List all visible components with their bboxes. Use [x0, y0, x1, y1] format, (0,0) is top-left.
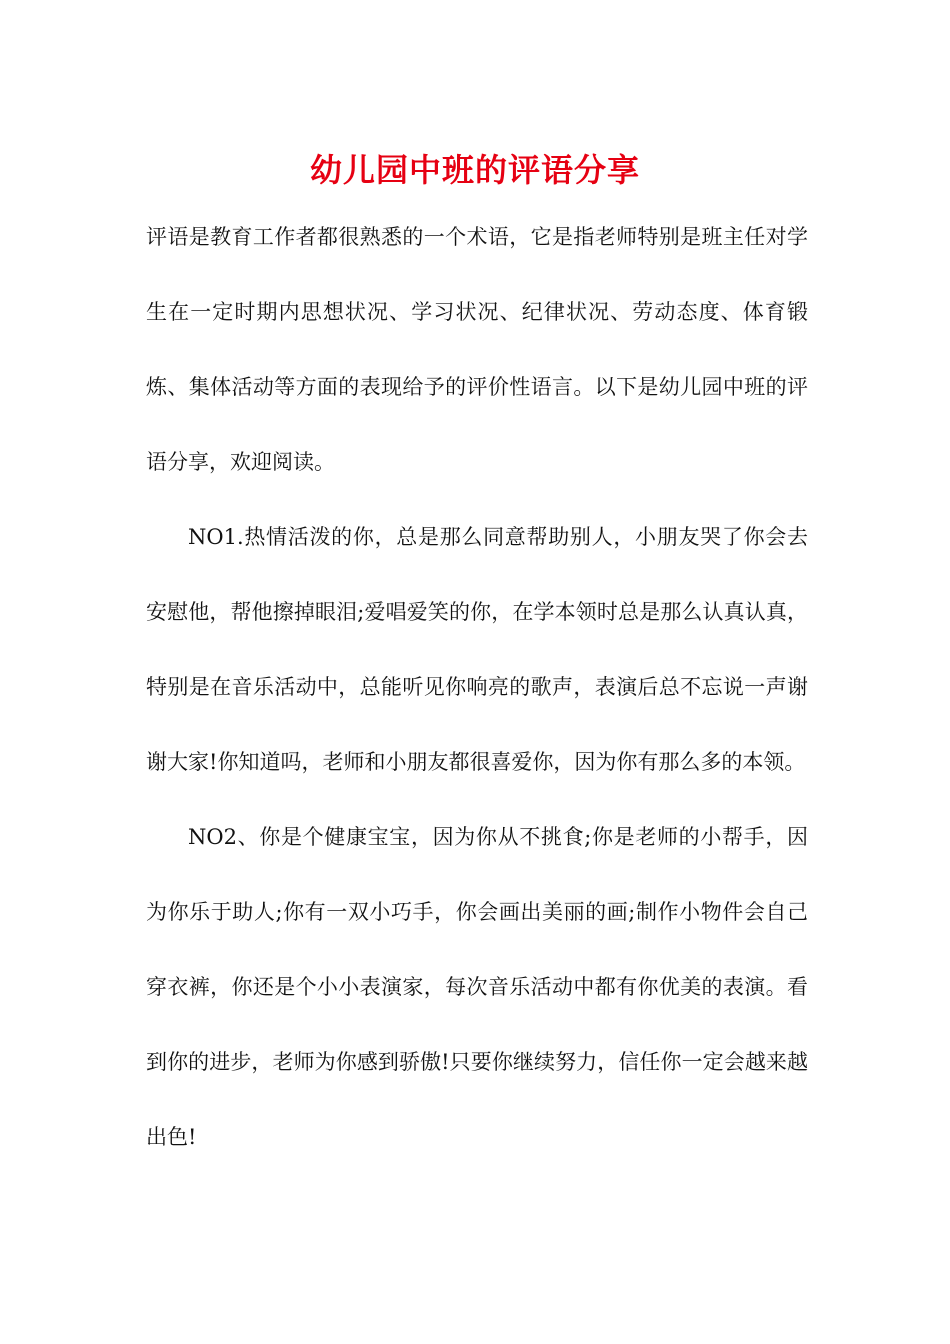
comment-paragraph-no1: NO1.热情活泼的你，总是那么同意帮助别人，小朋友哭了你会去安慰他，帮他擦掉眼泪;爱唱爱笑的你，在学本领时总是那么认真认真，特别是在音乐活动中，总能听见你响亮的歌声，表演后总不忘说一声谢谢大家!你知道吗，老师和小朋友都很喜爱你，因为你有那么多的本领。: [146, 525, 808, 774]
document-body: [146, 200, 808, 1175]
document-title: 幼儿园中班的评语分享: [309, 151, 640, 189]
comment-paragraph-no2: NO2、你是个健康宝宝，因为你从不挑食;你是老师的小帮手，因为你乐于助人;你有一双小巧手，你会画出美丽的画;制作小物件会自己穿衣裤，你还是个小小表演家，每次音乐活动中都有你优美的表演。看到你的进步，老师为你感到骄傲!只要你继续努力，信任你一定会越来越出色!: [146, 825, 808, 1149]
intro-paragraph: 评语是教育工作者都很熟悉的一个术语，它是指老师特别是班主任对学生在一定时期内思想状况、学习状况、纪律状况、劳动态度、体育锻炼、集体活动等方面的表现给予的评价性语言。以下是幼儿园中班的评语分享，欢迎阅读。: [146, 225, 808, 474]
